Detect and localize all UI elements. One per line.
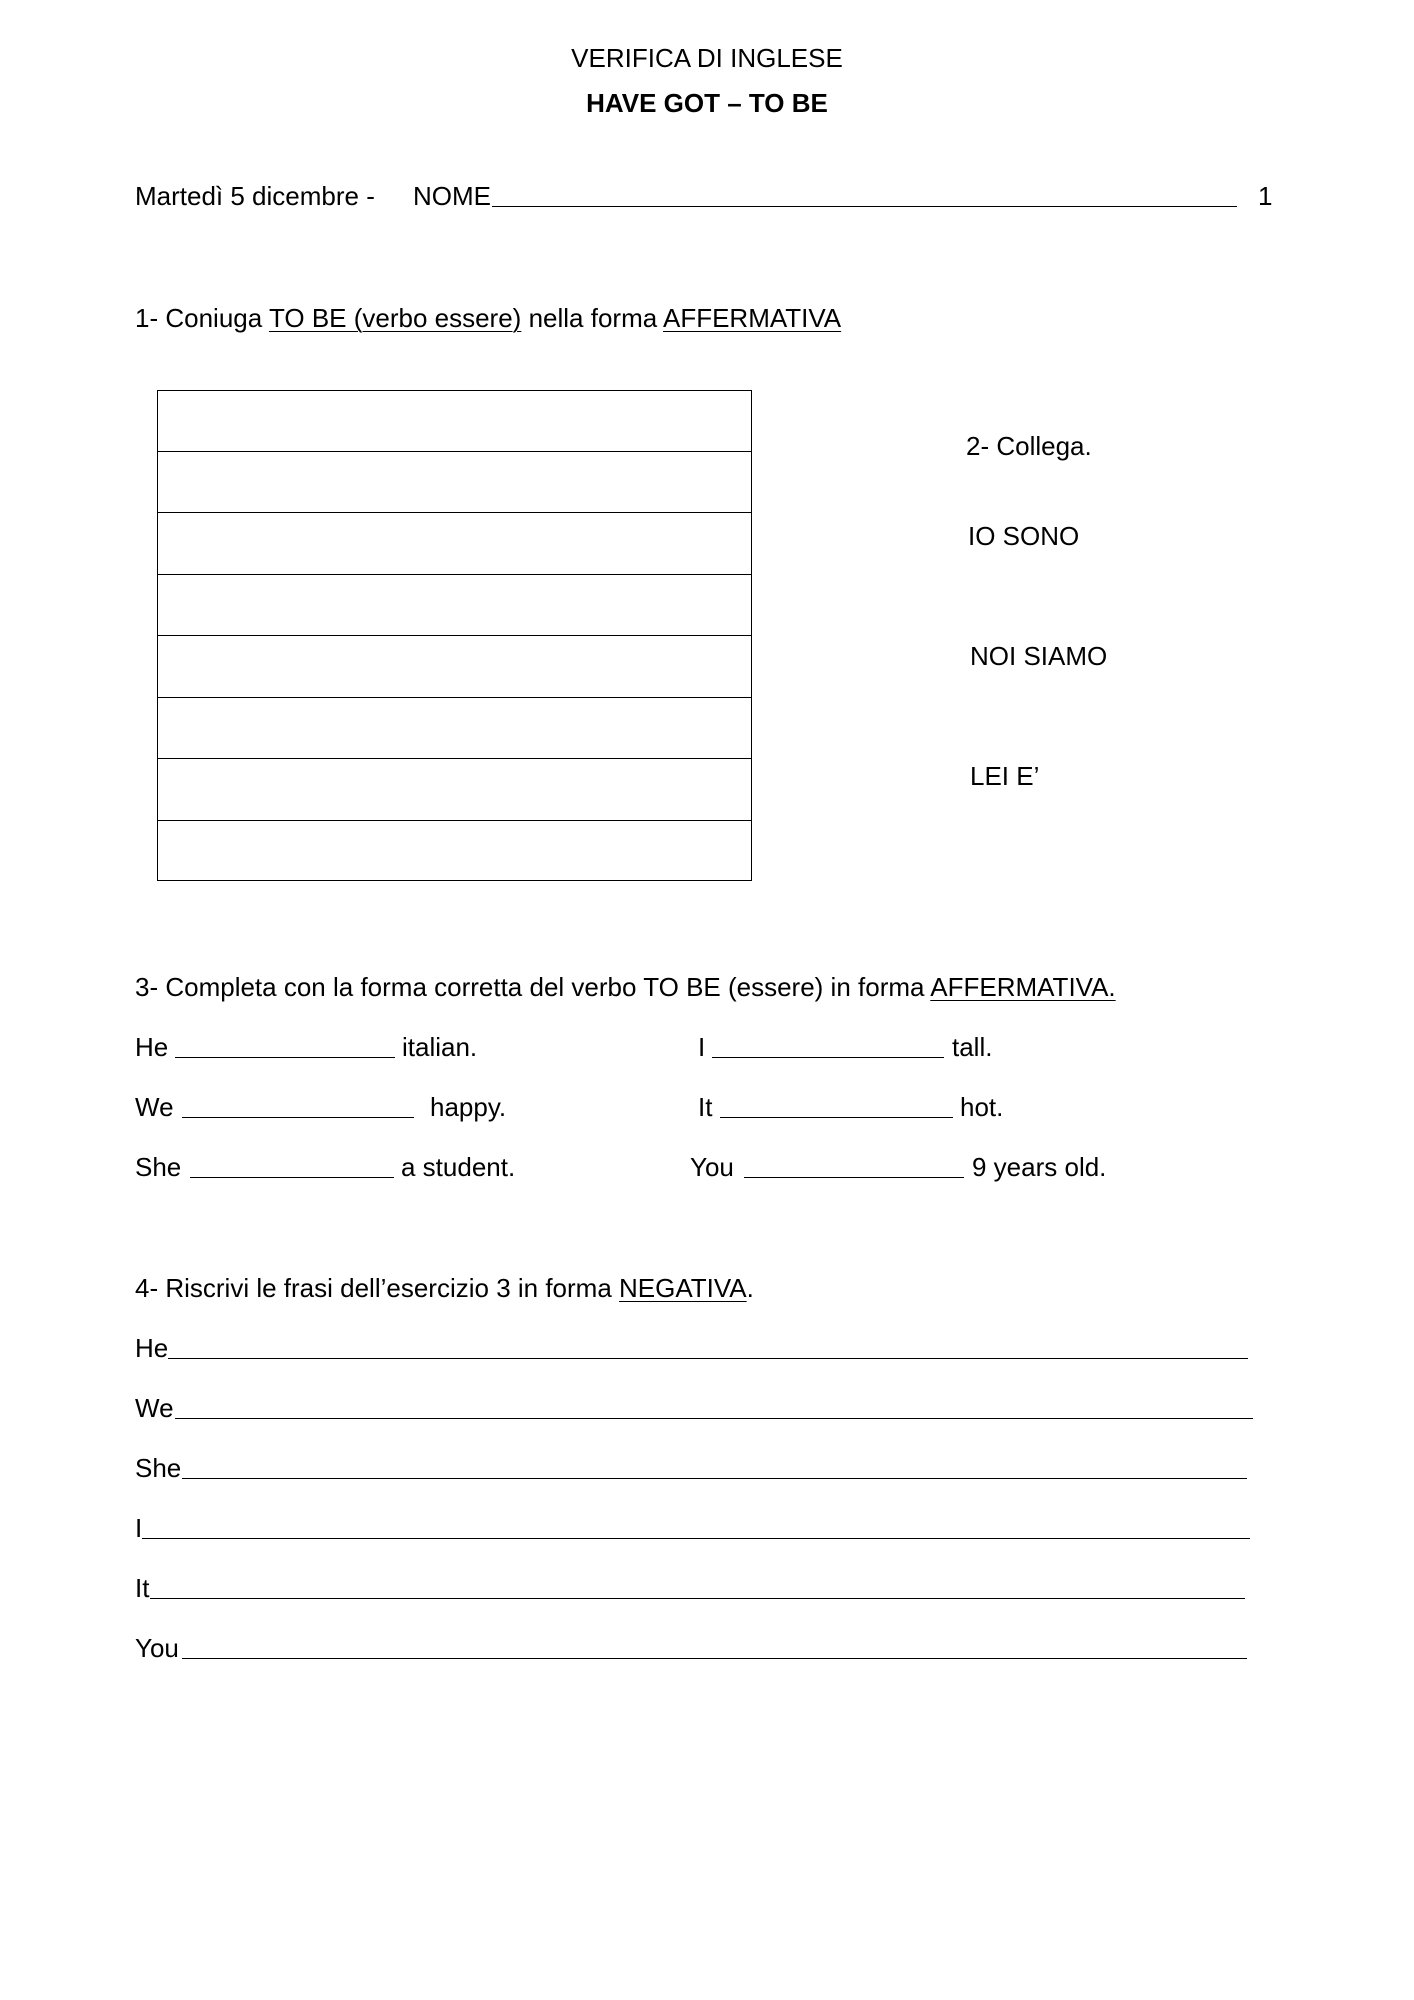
conjugation-table [157,390,752,881]
ex4-line-she[interactable] [182,1478,1247,1479]
ex3-subject-she: She [135,1152,182,1182]
exercise-1-mid: nella forma [521,303,663,333]
ex4-line-he[interactable] [168,1358,1248,1359]
ex4-subject-you: You [135,1633,179,1663]
ex3-blank-he[interactable] [175,1057,395,1058]
exercise-3-instruction [135,974,1116,1000]
ex4-line-we[interactable] [175,1418,1253,1419]
table-row-divider [158,512,751,513]
exercise-1-prefix: 1- Coniuga [135,303,269,333]
page-subtitle: HAVE GOT – TO BE [586,88,828,118]
date-label: Martedì 5 dicembre - [135,181,375,211]
exercise-1-instruction [135,305,841,331]
ex3-end-she: a student. [401,1152,516,1182]
ex3-end-he: italian. [402,1032,478,1062]
ex3-end-you: 9 years old. [972,1152,1107,1182]
table-row-divider [158,451,751,452]
ex4-subject-she: She [135,1453,182,1483]
exercise-3-form: AFFERMATIVA. [930,972,1116,1002]
page-title: VERIFICA DI INGLESE [571,43,843,73]
table-row-divider [158,697,751,698]
ex3-subject-i: I [698,1032,706,1062]
ex3-blank-we[interactable] [182,1117,414,1118]
ex4-subject-he: He [135,1333,169,1363]
match-item-noi-siamo[interactable]: NOI SIAMO [970,641,1108,671]
exercise-1-form: AFFERMATIVA [662,303,842,333]
ex4-line-i[interactable] [142,1538,1250,1539]
ex3-blank-she[interactable] [190,1177,394,1178]
table-row-divider [158,574,751,575]
page-number: 1 [1258,181,1273,211]
exercise-1-verb: TO BE (verbo essere) [268,303,522,333]
name-field[interactable] [492,206,1237,207]
ex4-line-you[interactable] [182,1658,1247,1659]
ex3-blank-it[interactable] [720,1117,953,1118]
match-item-io-sono[interactable]: IO SONO [968,521,1080,551]
ex4-subject-we: We [135,1393,174,1423]
ex3-blank-you[interactable] [744,1177,964,1178]
exercise-4-form: NEGATIVA [619,1273,747,1303]
ex3-subject-you: You [690,1152,734,1182]
ex3-end-i: tall. [952,1032,993,1062]
table-row-divider [158,820,751,821]
ex3-end-we: happy. [430,1092,507,1122]
table-row-divider [158,635,751,636]
table-row-divider [158,758,751,759]
exercise-4-prefix: 4- Riscrivi le frasi dell’esercizio 3 in forma [135,1273,620,1303]
name-label: NOME [413,181,491,211]
ex3-subject-he: He [135,1032,169,1062]
ex3-blank-i[interactable] [712,1057,944,1058]
exercise-4-suffix: . [746,1273,754,1303]
exercise-3-prefix: 3- Completa con la forma corretta del verbo TO BE (essere) in forma [135,972,931,1002]
ex3-subject-it: It [698,1092,713,1122]
ex3-end-it: hot. [960,1092,1004,1122]
ex4-subject-it: It [135,1573,150,1603]
ex4-subject-i: I [135,1513,143,1543]
exercise-4-instruction [135,1275,754,1301]
ex4-line-it[interactable] [150,1598,1245,1599]
ex3-subject-we: We [135,1092,174,1122]
match-item-lei-e[interactable]: LEI E’ [970,761,1040,791]
exercise-2-title: 2- Collega. [966,431,1092,461]
